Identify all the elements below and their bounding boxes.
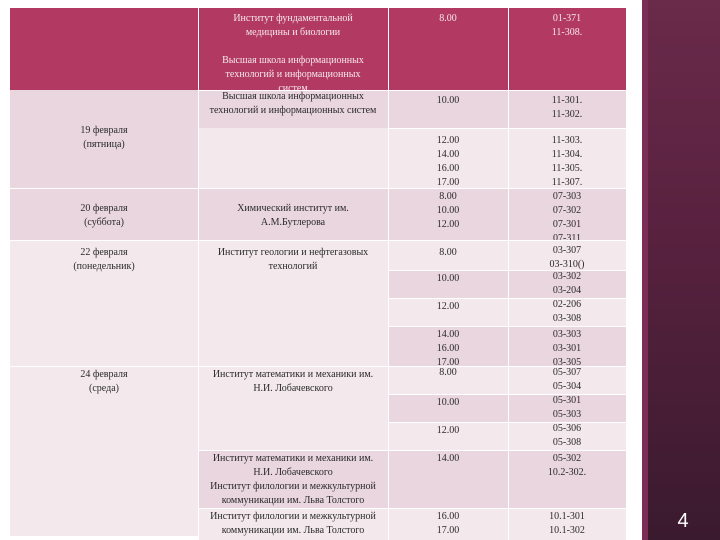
room-value: 11-307. bbox=[551, 177, 583, 188]
institute-line: технологий и информационных bbox=[225, 69, 361, 80]
room-value: 07-303 bbox=[552, 191, 582, 202]
time-value: 12.00 bbox=[436, 425, 460, 436]
row-divider bbox=[198, 90, 626, 91]
time-cell bbox=[388, 188, 508, 240]
column-divider bbox=[388, 8, 389, 540]
time-value: 12.00 bbox=[436, 135, 460, 146]
date-line: 19 февраля bbox=[80, 125, 128, 136]
institute-cell bbox=[198, 128, 388, 188]
time-value: 12.00 bbox=[436, 219, 460, 230]
row-divider bbox=[388, 394, 626, 395]
room-value: 05-304 bbox=[552, 381, 582, 392]
institute-line: Институт математики и механики им. bbox=[212, 453, 374, 464]
institute-line: Институт филологии и межкультурной bbox=[210, 481, 376, 492]
room-value: 11-303. bbox=[551, 135, 583, 146]
time-value: 14.00 bbox=[436, 329, 460, 340]
institute-cell bbox=[198, 240, 388, 366]
time-value: 16.00 bbox=[436, 163, 460, 174]
row-divider bbox=[388, 298, 626, 299]
institute-line: Н.И. Лобачевского bbox=[253, 383, 333, 394]
time-value: 10.00 bbox=[436, 397, 460, 408]
date-cell bbox=[10, 118, 198, 188]
date-line: (суббота) bbox=[84, 217, 124, 228]
institute-line: Институт фундаментальной bbox=[233, 13, 353, 24]
room-value: 03-302 bbox=[552, 271, 582, 282]
date-cell bbox=[10, 188, 198, 240]
institute-line: Институт филологии и межкультурной bbox=[210, 511, 376, 522]
room-cell bbox=[508, 90, 626, 128]
room-value: 11-304. bbox=[551, 149, 583, 160]
room-value: 03-301 bbox=[552, 343, 582, 354]
row-divider bbox=[388, 326, 626, 327]
room-value: 10.1-302 bbox=[549, 525, 585, 536]
time-cell bbox=[388, 128, 508, 188]
time-value: 10.00 bbox=[436, 273, 460, 284]
institute-cell bbox=[198, 54, 388, 90]
date-line: (пятница) bbox=[83, 139, 125, 150]
room-cell bbox=[508, 422, 626, 450]
row-divider bbox=[10, 188, 626, 189]
room-value: 05-303 bbox=[552, 409, 582, 420]
room-value: 11-301. bbox=[551, 95, 583, 106]
time-cell bbox=[388, 90, 508, 128]
room-value: 05-307 bbox=[552, 367, 582, 378]
room-cell bbox=[508, 128, 626, 188]
room-value: 11-305. bbox=[551, 163, 583, 174]
room-value: 03-204 bbox=[552, 285, 582, 296]
room-cell bbox=[508, 188, 626, 240]
time-cell bbox=[388, 450, 508, 508]
room-value: 07-302 bbox=[552, 205, 582, 216]
date-line: (среда) bbox=[89, 383, 119, 394]
time-value: 8.00 bbox=[439, 247, 457, 258]
institute-cell bbox=[198, 90, 388, 128]
institute-line: медицины и биологии bbox=[245, 27, 341, 38]
room-cell bbox=[508, 270, 626, 298]
time-cell bbox=[388, 394, 508, 422]
room-cell bbox=[508, 394, 626, 422]
time-cell bbox=[388, 298, 508, 326]
row-divider bbox=[10, 366, 626, 367]
institute-cell bbox=[198, 508, 388, 540]
room-value: 02-206 bbox=[552, 299, 582, 310]
date-line: 20 февраля bbox=[80, 203, 128, 214]
date-line: 24 февраля bbox=[80, 369, 128, 380]
row-divider bbox=[388, 128, 626, 129]
institute-cell bbox=[198, 8, 388, 54]
room-cell bbox=[508, 508, 626, 540]
institute-line: коммуникации им. Льва Толстого bbox=[221, 525, 365, 536]
room-value: 03-310() bbox=[549, 259, 585, 270]
time-value: 17.00 bbox=[436, 525, 460, 536]
row-divider bbox=[388, 422, 626, 423]
room-cell bbox=[508, 450, 626, 508]
time-value: 8.00 bbox=[439, 367, 457, 378]
time-cell bbox=[388, 240, 508, 270]
time-value: 14.00 bbox=[436, 453, 460, 464]
time-value: 14.00 bbox=[436, 149, 460, 160]
time-value: 17.00 bbox=[436, 357, 460, 366]
institute-line: систем bbox=[278, 83, 308, 90]
room-value: 11-308. bbox=[551, 27, 583, 38]
institute-line: Институт геологии и нефтегазовых bbox=[217, 247, 369, 258]
date-cell bbox=[10, 240, 198, 366]
time-cell bbox=[388, 422, 508, 450]
column-divider bbox=[508, 8, 509, 540]
room-value: 05-301 bbox=[552, 395, 582, 406]
room-value: 03-303 bbox=[552, 329, 582, 340]
room-value: 03-305 bbox=[552, 357, 582, 366]
time-value: 10.00 bbox=[436, 205, 460, 216]
room-cell bbox=[508, 298, 626, 326]
room-value: 07-311 bbox=[553, 233, 581, 240]
time-value: 8.00 bbox=[439, 191, 457, 202]
room-cell bbox=[508, 366, 626, 394]
room-value: 05-308 bbox=[552, 437, 582, 448]
time-value: 16.00 bbox=[436, 343, 460, 354]
date-cell bbox=[10, 366, 198, 536]
row-divider bbox=[10, 240, 626, 241]
room-value: 10.2-302. bbox=[547, 467, 587, 478]
room-value: 07-301 bbox=[552, 219, 582, 230]
institute-line: А.М.Бутлерова bbox=[260, 217, 326, 228]
date-line: (понедельник) bbox=[73, 261, 135, 272]
column-divider bbox=[198, 8, 199, 540]
room-value: 01-371 bbox=[552, 13, 582, 24]
time-cell bbox=[388, 270, 508, 298]
institute-line: коммуникации им. Льва Толстого bbox=[221, 495, 365, 506]
institute-line: Высшая школа информационных bbox=[222, 91, 364, 102]
institute-line: технологий bbox=[268, 261, 318, 272]
date-cell bbox=[10, 8, 198, 90]
row-divider bbox=[198, 508, 626, 509]
time-value: 10.00 bbox=[436, 95, 460, 106]
institute-line: Институт математики и механики им. bbox=[212, 369, 374, 380]
room-cell bbox=[508, 240, 626, 270]
room-value: 03-308 bbox=[552, 313, 582, 324]
institute-line: Химический институт им. bbox=[237, 203, 349, 214]
institute-cell bbox=[198, 450, 388, 508]
time-cell bbox=[388, 366, 508, 394]
time-value: 12.00 bbox=[436, 301, 460, 312]
room-cell bbox=[508, 8, 626, 90]
institute-cell bbox=[198, 366, 388, 450]
time-cell bbox=[388, 326, 508, 366]
institute-cell bbox=[198, 188, 388, 240]
time-value: 17.00 bbox=[436, 177, 460, 188]
institute-line: технологий и информационных систем bbox=[209, 105, 377, 116]
room-value: 03-307 bbox=[552, 245, 582, 256]
room-cell bbox=[508, 326, 626, 366]
room-value: 11-302. bbox=[551, 109, 583, 120]
date-line: 22 февраля bbox=[80, 247, 128, 258]
room-value: 05-306 bbox=[552, 423, 582, 434]
time-cell bbox=[388, 8, 508, 90]
time-cell bbox=[388, 508, 508, 540]
room-value: 10.1-301 bbox=[549, 511, 585, 522]
decorative-side-bar bbox=[642, 0, 720, 540]
time-value: 16.00 bbox=[436, 511, 460, 522]
institute-line: Высшая школа информационных bbox=[222, 55, 364, 66]
row-divider bbox=[388, 270, 626, 271]
row-divider bbox=[198, 450, 626, 451]
page-number: 4 bbox=[677, 510, 689, 532]
institute-line: Н.И. Лобачевского bbox=[253, 467, 333, 478]
time-value: 8.00 bbox=[439, 13, 457, 24]
room-value: 05-302 bbox=[552, 453, 582, 464]
